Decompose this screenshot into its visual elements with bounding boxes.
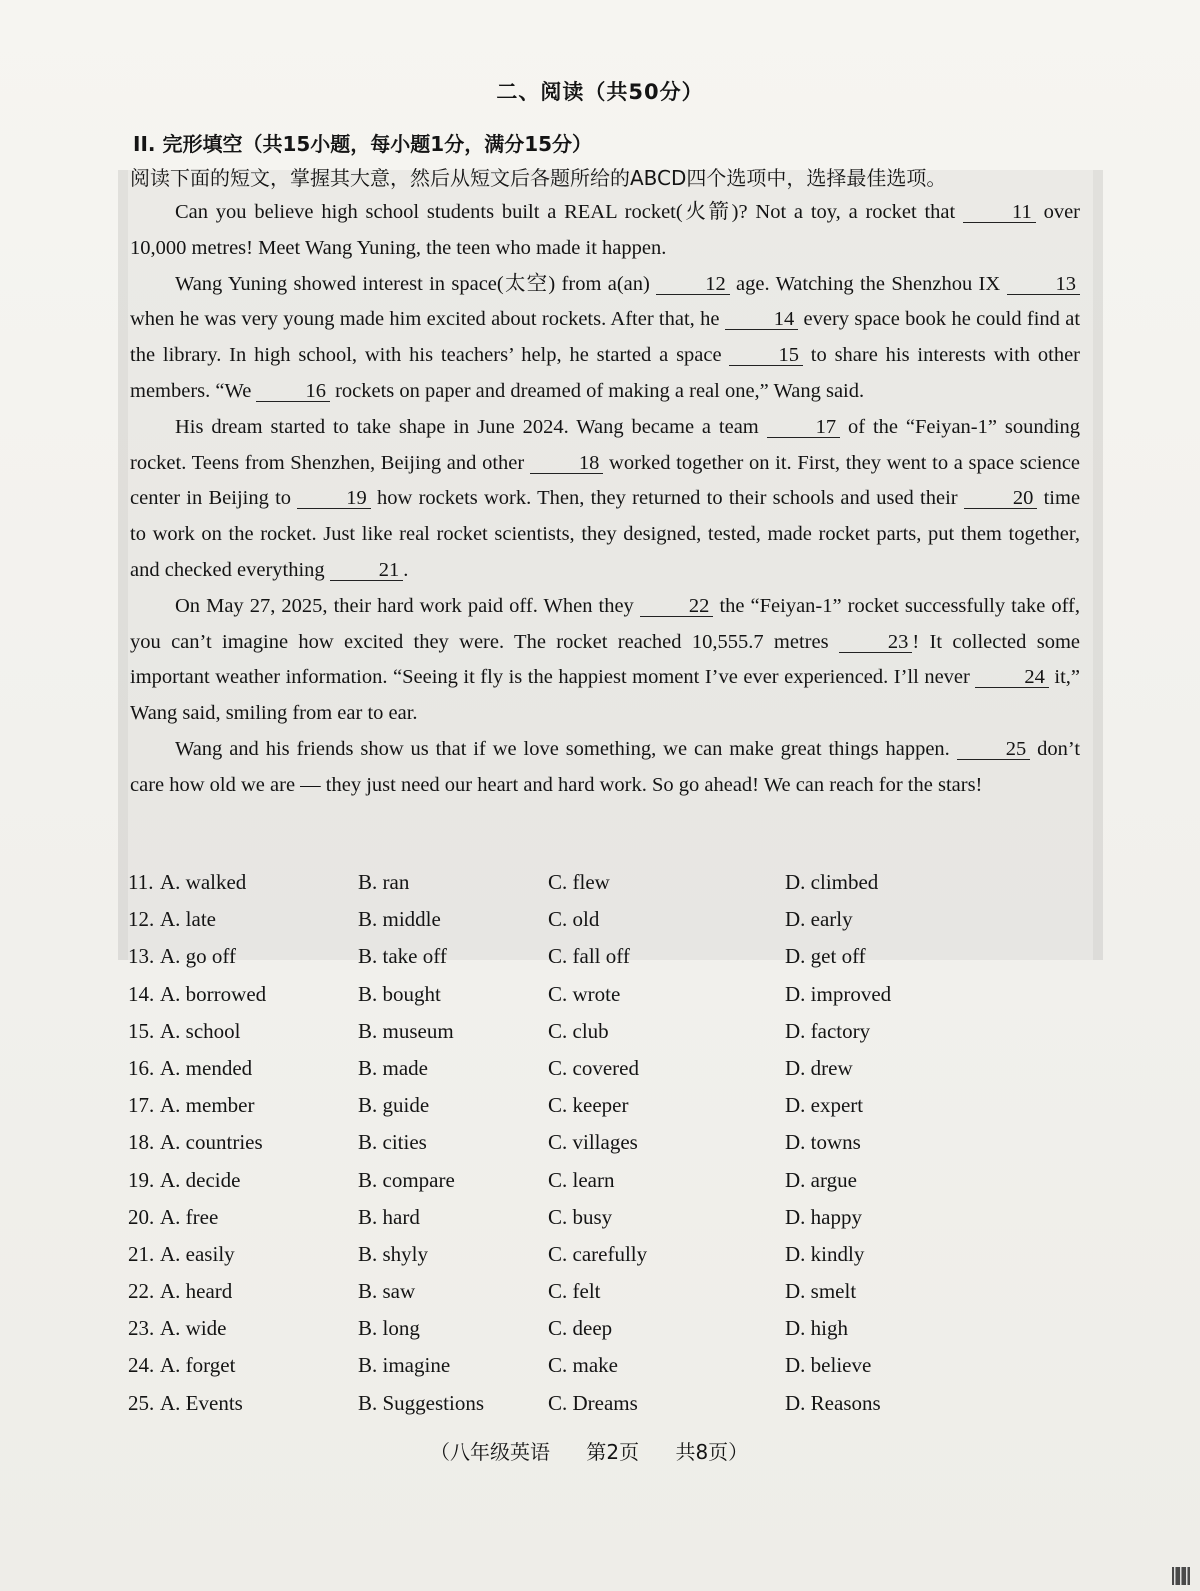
option-row bbox=[128, 940, 1088, 977]
blank-12: 12 bbox=[656, 274, 730, 295]
option-b: B. museum bbox=[358, 1018, 454, 1043]
option-b: B. ran bbox=[358, 870, 410, 894]
option-a: A. go off bbox=[160, 944, 237, 969]
option-c: C. carefully bbox=[548, 1241, 648, 1266]
passage-text: to share his interests with other members. “We bbox=[130, 344, 1080, 402]
option-c: C. covered bbox=[548, 1055, 639, 1080]
question-number: 21. bbox=[128, 1241, 155, 1266]
question-number: 25. bbox=[128, 1390, 155, 1415]
option-c: C. wrote bbox=[548, 981, 621, 1006]
option-d: D. Reasons bbox=[785, 1390, 881, 1415]
question-number: 12. bbox=[128, 907, 155, 932]
option-c: C. old bbox=[548, 907, 600, 932]
blank-14: 14 bbox=[725, 309, 799, 330]
instructions: 阅读下面的短文，掌握其大意，然后从短文后各题所给的ABCD四个选项中，选择最佳选项。 bbox=[130, 166, 947, 190]
blank-19: 19 bbox=[297, 488, 371, 509]
passage-text: how rockets work. Then, they returned to their schools and used their bbox=[377, 487, 958, 510]
blank-23: 23 bbox=[839, 632, 913, 653]
passage-text: Wang and his friends show us that if we love something, we can make great things happen. bbox=[175, 737, 950, 760]
passage-text: it,” Wang said, smiling from ear to ear. bbox=[130, 666, 1081, 725]
blank-18: 18 bbox=[530, 453, 604, 474]
option-d: D. believe bbox=[785, 1353, 872, 1378]
option-row bbox=[128, 1387, 1088, 1424]
option-b: B. imagine bbox=[358, 1353, 451, 1378]
option-d: D. factory bbox=[785, 1018, 871, 1043]
option-c: C. keeper bbox=[548, 1093, 629, 1118]
question-number: 19. bbox=[128, 1167, 155, 1192]
option-b: B. guide bbox=[358, 1093, 430, 1118]
option-b: B. take off bbox=[358, 944, 447, 969]
option-a: A. walked bbox=[160, 870, 247, 894]
option-row bbox=[128, 1349, 1088, 1386]
option-row bbox=[128, 1015, 1088, 1052]
answer-options bbox=[128, 866, 1088, 1424]
passage-text: rockets on paper and dreamed of making a real one,” Wang said. bbox=[335, 379, 865, 402]
blank-16: 16 bbox=[256, 381, 330, 402]
passage-text: On May 27, 2025, their hard work paid off. When they bbox=[175, 594, 634, 617]
page-footer bbox=[430, 1436, 778, 1465]
option-b: B. cities bbox=[358, 1130, 427, 1155]
option-a: A. free bbox=[160, 1204, 219, 1229]
option-d: D. towns bbox=[785, 1130, 861, 1155]
blank-20: 20 bbox=[964, 488, 1038, 509]
option-row bbox=[128, 1275, 1088, 1312]
option-c: C. Dreams bbox=[548, 1390, 638, 1415]
option-d: D. argue bbox=[785, 1167, 857, 1192]
option-d: D. improved bbox=[785, 981, 892, 1006]
blank-15: 15 bbox=[729, 345, 803, 366]
option-d: D. happy bbox=[785, 1204, 862, 1229]
option-row bbox=[128, 978, 1088, 1015]
option-b: B. hard bbox=[358, 1204, 420, 1229]
option-c: C. learn bbox=[548, 1167, 615, 1192]
paragraph-2 bbox=[130, 267, 1080, 410]
blank-13: 13 bbox=[1007, 274, 1081, 295]
question-number: 16. bbox=[128, 1055, 155, 1080]
passage-text: of the “Feiyan-1” sounding rocket. Teens from Shenzhen, Beijing and other bbox=[130, 415, 1081, 474]
option-row bbox=[128, 1089, 1088, 1126]
option-b: B. middle bbox=[358, 907, 441, 932]
question-number: 14. bbox=[128, 981, 155, 1006]
question-number: 23. bbox=[128, 1316, 155, 1341]
paragraph-4 bbox=[130, 589, 1080, 732]
option-a: A. decide bbox=[160, 1167, 241, 1192]
option-c: C. make bbox=[548, 1353, 618, 1378]
question-number: 24. bbox=[128, 1353, 155, 1378]
question-number: 11. bbox=[128, 870, 154, 894]
option-row bbox=[128, 903, 1088, 940]
option-c: C. club bbox=[548, 1018, 609, 1043]
option-a: A. borrowed bbox=[160, 981, 267, 1006]
option-c: C. busy bbox=[548, 1204, 613, 1229]
option-c: C. villages bbox=[548, 1130, 638, 1155]
option-b: B. compare bbox=[358, 1167, 455, 1192]
passage-text: age. Watching the Shenzhou IX bbox=[736, 272, 1001, 295]
blank-21: 21 bbox=[330, 560, 404, 581]
option-b: B. made bbox=[358, 1055, 428, 1080]
option-d: D. smelt bbox=[785, 1279, 857, 1304]
passage-text: worked together on it. First, they went to a space science center in Beijing to bbox=[130, 451, 1081, 510]
option-c: C. flew bbox=[548, 870, 610, 894]
option-d: D. get off bbox=[785, 944, 866, 969]
option-a: A. member bbox=[160, 1093, 255, 1118]
blank-24: 24 bbox=[975, 667, 1049, 688]
question-number: 15. bbox=[128, 1018, 155, 1043]
passage-text: the “Feiyan-1” rocket successfully take off, you can’t imagine how excited they were. The rocket reached 10,555.7 metres bbox=[130, 594, 1081, 653]
option-a: A. countries bbox=[160, 1130, 263, 1155]
passage-text: Can you believe high school students built a REAL rocket(火箭)? Not a toy, a rocket that bbox=[175, 201, 956, 223]
option-a: A. late bbox=[160, 907, 216, 932]
option-b: B. shyly bbox=[358, 1241, 429, 1266]
option-a: A. easily bbox=[160, 1241, 235, 1266]
passage-text: every space book he could find at the library. In high school, with his teachers’ help, he started a space bbox=[130, 308, 1081, 367]
passage-text: Wang Yuning showed interest in space(太空) from a(an) bbox=[175, 272, 650, 295]
passage-text: His dream started to take shape in June 2024. Wang became a team bbox=[175, 415, 759, 438]
option-row bbox=[128, 1126, 1088, 1163]
footer-page-number: 第2页 bbox=[586, 1440, 640, 1464]
passage-text: . bbox=[403, 558, 409, 581]
option-row bbox=[128, 1201, 1088, 1238]
option-d: D. expert bbox=[785, 1093, 864, 1118]
paragraph-1 bbox=[130, 195, 1080, 267]
question-number: 13. bbox=[128, 944, 155, 969]
option-d: D. drew bbox=[785, 1055, 853, 1080]
question-number: 17. bbox=[128, 1093, 155, 1118]
option-c: C. felt bbox=[548, 1279, 601, 1304]
part-title: II. 完形填空（共15小题，每小题1分，满分15分） bbox=[133, 132, 593, 156]
blank-11: 11 bbox=[963, 202, 1036, 223]
question-number: 20. bbox=[128, 1204, 155, 1229]
option-c: C. fall off bbox=[548, 944, 630, 969]
blank-17: 17 bbox=[767, 417, 841, 438]
option-a: A. heard bbox=[160, 1279, 233, 1304]
cloze-passage bbox=[130, 195, 1080, 804]
footer-total-pages: 共8页） bbox=[675, 1440, 749, 1464]
option-d: D. high bbox=[785, 1316, 848, 1341]
option-a: A. Events bbox=[160, 1390, 243, 1415]
option-a: A. forget bbox=[160, 1353, 236, 1378]
paragraph-3 bbox=[130, 410, 1080, 589]
option-a: A. wide bbox=[160, 1316, 227, 1341]
option-b: B. long bbox=[358, 1316, 420, 1341]
question-number: 18. bbox=[128, 1130, 155, 1155]
passage-text: don’t care how old we are — they just need our heart and hard work. So go ahead! We can reach for the stars! bbox=[130, 737, 1081, 796]
option-row bbox=[128, 866, 1088, 903]
option-row bbox=[128, 1238, 1088, 1275]
passage-text: over 10,000 metres! Meet Wang Yuning, the teen who made it happen. bbox=[130, 201, 1081, 259]
option-a: A. school bbox=[160, 1018, 241, 1043]
section-title: 二、阅读（共50分） bbox=[496, 80, 704, 104]
option-b: B. Suggestions bbox=[358, 1390, 485, 1415]
passage-text: ! It collected some important weather information. “Seeing it fly is the happiest moment I’ve ever experienced. I’ll never bbox=[130, 630, 1080, 689]
option-b: B. saw bbox=[358, 1279, 416, 1304]
option-d: D. climbed bbox=[785, 870, 879, 894]
passage-text: when he was very young made him excited about rockets. After that, he bbox=[130, 308, 720, 331]
option-b: B. bought bbox=[358, 981, 441, 1006]
option-d: D. early bbox=[785, 907, 853, 932]
option-d: D. kindly bbox=[785, 1241, 865, 1266]
option-a: A. mended bbox=[160, 1055, 253, 1080]
option-row bbox=[128, 1312, 1088, 1349]
question-number: 22. bbox=[128, 1279, 155, 1304]
option-row bbox=[128, 1164, 1088, 1201]
passage-text: time to work on the rocket. Just like real rocket scientists, they designed, tested, made rocket parts, put them together, and checked everything bbox=[130, 487, 1081, 581]
blank-22: 22 bbox=[640, 596, 714, 617]
blank-25: 25 bbox=[957, 739, 1031, 760]
paragraph-5 bbox=[130, 732, 1080, 804]
footer-subject: （八年级英语 bbox=[430, 1440, 550, 1464]
qr-code-icon bbox=[1172, 1567, 1190, 1585]
option-c: C. deep bbox=[548, 1316, 613, 1341]
option-row bbox=[128, 1052, 1088, 1089]
